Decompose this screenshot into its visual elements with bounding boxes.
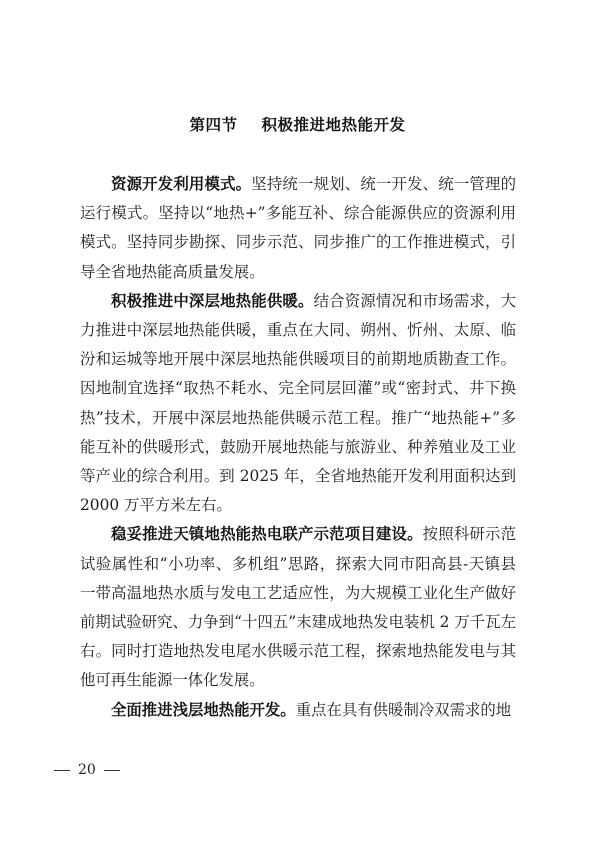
paragraph-lead: 全面推进浅层地热能开发。	[111, 700, 296, 719]
paragraph-body: 坚持统一规划、统一开发、统一管理的运行模式。坚持以“地热+”多能互补、综合能源供应的资源利用模式。坚持同步勘探、同步示范、同步推广的工作推进模式，引导全省地热能高质量发展。	[80, 175, 516, 281]
paragraph-tianzhen-cogeneration	[80, 520, 516, 695]
paragraph-lead: 积极推进中深层地热能供暖。	[111, 291, 314, 310]
paragraph-lead: 资源开发利用模式。	[111, 175, 252, 193]
paragraph-mid-deep-heating	[80, 287, 516, 521]
paragraph-shallow-geothermal	[80, 696, 516, 725]
section-heading-text: 积极推进地热能开发	[261, 115, 406, 134]
paragraph-body: 按照科研示范试验属性和“小功率、多机组”思路，探索大同市阳高县-天镇县一带高温地热水质与发电工艺适应性，为大规模工业化生产做好前期试验研究、力争到“十四五”末建成地热发电装机 2 万千瓦左右。同时打造地热发电尾水供暖示范工程，探索地热能发电与其他可再生能源一体化发展。	[80, 525, 516, 690]
paragraph-resource-mode	[80, 170, 516, 287]
footer-dash-right	[104, 770, 120, 771]
footer-dash-left	[54, 770, 70, 771]
section-number: 第四节	[189, 115, 238, 134]
paragraph-lead: 稳妥推进天镇地热能热电联产示范项目建设。	[111, 525, 423, 544]
section-heading	[0, 113, 595, 135]
page-number: 20	[78, 762, 96, 778]
body-text	[80, 170, 516, 725]
paragraph-body: 重点在具有供暖制冷双需求的地	[295, 700, 512, 719]
page-footer	[54, 762, 120, 778]
paragraph-body: 结合资源情况和市场需求，大力推进中深层地热能供暖，重点在大同、朔州、忻州、太原、临汾和运城等地开展中深层地热能供暖项目的前期地质勘查工作。因地制宜选择“取热不耗水、完全同层回灌”或“密封式、井下换热”技术，开展中深层地热能供暖示范工程。推广“地热能+”多能互补的供暖形式，鼓励开展地热能与旅游业、种养殖业及工业等产业的综合利用。到 2025 年，全省地热能开发利用面积达到 2000 万平方米左右。	[80, 291, 516, 515]
